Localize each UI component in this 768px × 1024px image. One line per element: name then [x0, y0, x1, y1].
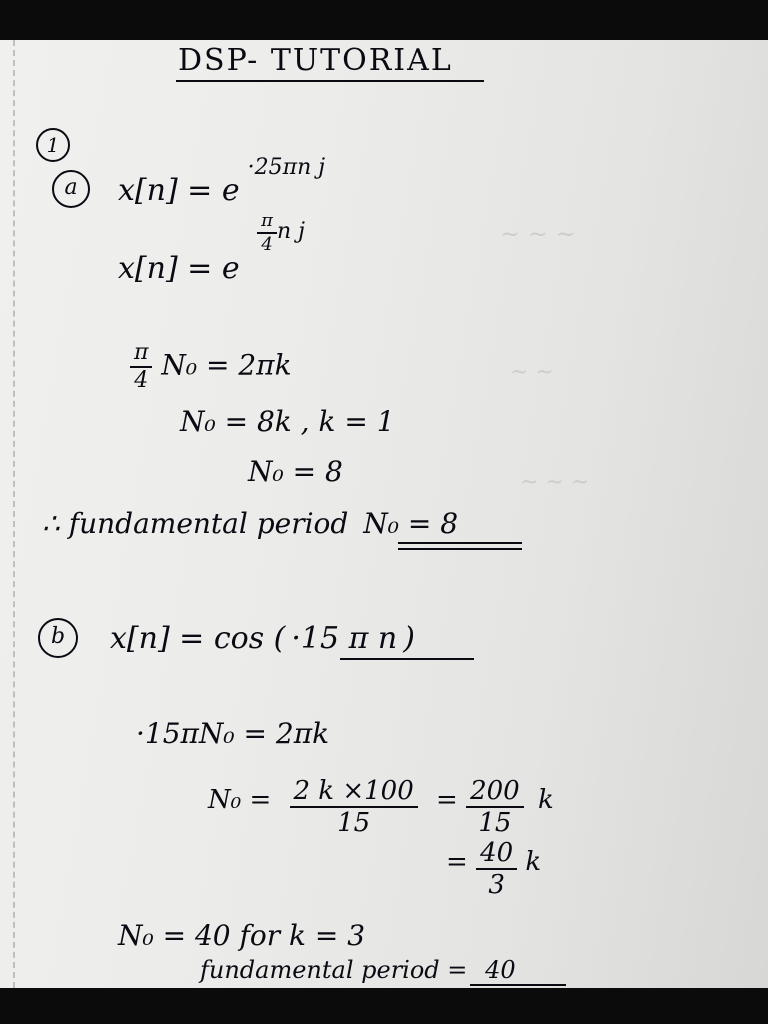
bleed-through-marks: ~ ~ ~ [500, 220, 576, 248]
part-a-eq2-exp-numerator: π [257, 212, 277, 234]
part-a-conclusion-value: N₀ = 8 [363, 507, 459, 540]
part-a-step-2: N₀ = 8k , k = 1 [180, 405, 395, 438]
part-b-label-circle [38, 618, 78, 658]
part-a-conclusion [42, 507, 459, 540]
part-a-label: a [64, 175, 78, 200]
bleed-through-marks: ~ ~ [510, 360, 554, 385]
margin-line [13, 40, 15, 988]
part-a-step1-denominator: 4 [134, 368, 149, 393]
part-b-step2-lhs: N₀ = [208, 785, 272, 815]
part-a-eq2-exponent [257, 210, 305, 255]
part-a-eq2-lhs: x[n] = e [118, 251, 240, 286]
bleed-through-marks: ~ ~ ~ [520, 470, 590, 495]
part-b-argument-underline [340, 658, 474, 660]
part-a-step1-numerator: π [130, 342, 152, 368]
part-b-eq1-lhs: x[n] = cos ( [110, 621, 286, 656]
part-b-step2-frac2-denominator: 15 [478, 808, 512, 838]
part-a-eq2-exp-rest: n j [277, 219, 305, 244]
page-title: DSP- TUTORIAL [178, 43, 453, 78]
part-b-answer-underline [470, 984, 566, 986]
part-b-step-1: ·15πN₀ = 2πk [136, 717, 330, 750]
part-a-label-circle [52, 170, 90, 208]
part-b-conclusion-value: 40 [485, 956, 516, 984]
part-a-step1-rest: N₀ = 2πk [161, 348, 292, 382]
part-b-step2-equals: = [436, 785, 458, 815]
question-number: 1 [46, 133, 60, 157]
part-b-eq1-argument: ·15 π n [291, 621, 398, 656]
part-a-conclusion-prefix: ∴ fundamental period [42, 507, 349, 540]
part-a-equation-2 [118, 210, 305, 294]
part-a-step-1 [130, 342, 292, 392]
part-b-conclusion-prefix: fundamental period = [200, 956, 468, 984]
part-b-step-4: N₀ = 40 for k = 3 [118, 919, 366, 952]
part-b-eq1-close: ) [403, 621, 415, 656]
part-b-step3-numerator: 40 [476, 840, 517, 870]
part-a-eq1-lhs: x[n] = e [118, 173, 240, 208]
part-a-answer-underline-1 [398, 542, 522, 544]
part-b-step2-frac1-numerator: 2 k ×100 [290, 778, 418, 808]
title-underline [176, 80, 484, 82]
part-b-step2-k: k [537, 785, 554, 815]
part-b-step2-frac1-denominator: 15 [337, 808, 371, 838]
part-b-step3-denominator: 3 [488, 870, 505, 900]
part-a-answer-underline-2 [398, 548, 522, 550]
part-b-step2-frac2-numerator: 200 [466, 778, 524, 808]
notebook-page [0, 40, 768, 988]
part-b-conclusion [200, 958, 516, 982]
part-b-step-3 [446, 840, 541, 898]
part-a-eq2-exp-denominator: 4 [261, 234, 273, 255]
part-a-eq1-exponent: ·25πn j [247, 155, 326, 180]
question-number-circle [36, 128, 70, 162]
part-b-equation-1 [110, 621, 415, 656]
part-a-step-3: N₀ = 8 [248, 455, 343, 488]
part-b-step3-equals: = [446, 847, 468, 877]
part-b-label: b [50, 624, 66, 649]
part-b-step-2 [208, 778, 554, 836]
part-b-step3-k: k [525, 847, 542, 877]
